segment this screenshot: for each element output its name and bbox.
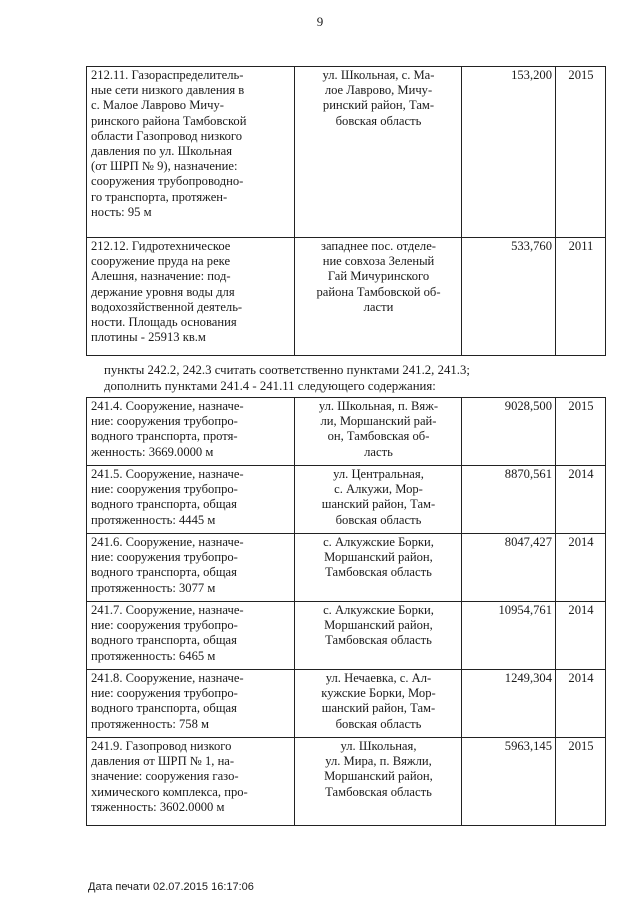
object-year: 2014 — [568, 603, 594, 617]
property-table-1 — [86, 66, 606, 356]
value-cell — [462, 238, 556, 356]
object-name-cell — [87, 466, 295, 534]
object-name-cell — [87, 67, 295, 238]
address-cell — [295, 67, 462, 238]
address-cell — [295, 602, 462, 670]
object-value: 1249,304 — [504, 671, 552, 685]
year-cell — [556, 466, 606, 534]
page-number: 9 — [316, 14, 324, 29]
object-year: 2014 — [568, 467, 594, 481]
object-name-cell — [87, 670, 295, 738]
year-cell — [556, 534, 606, 602]
table-row — [87, 67, 606, 238]
object-value: 153,200 — [511, 68, 552, 82]
property-table-2 — [86, 397, 606, 826]
year-cell — [556, 670, 606, 738]
object-year: 2014 — [568, 671, 594, 685]
object-year: 2014 — [568, 535, 594, 549]
object-value: 10954,761 — [498, 603, 552, 617]
year-cell — [556, 238, 606, 356]
object-name-cell — [87, 738, 295, 826]
object-value: 8047,427 — [504, 535, 552, 549]
table-row — [87, 466, 606, 534]
value-cell — [462, 67, 556, 238]
object-name-cell — [87, 398, 295, 466]
address-cell — [295, 398, 462, 466]
object-name-cell — [87, 534, 295, 602]
amendment-text: пункты 242.2, 242.3 считать соответственно пунктами 241.2, 241.3; дополнить пунктами 241.4 - 241.11 следующего содержания: — [104, 363, 470, 393]
object-name: 212.12. Гидротехническое сооружение пруда на реке Алешня, назначение: под- держание уровня воды для водохозяйственной деятель- ности. Площадь основания плотины - 25913 кв.м — [91, 239, 243, 345]
object-name: 212.11. Газораспределитель- ные сети низкого давления в с. Малое Лаврово Мичу- ринского района Тамбовской области Газопровод низкого давления по ул. Школьная (от ШРП № 9), назначение: сооружения трубопроводно- го транспорта, протяжен- ность: 95 м — [91, 68, 247, 219]
object-year: 2011 — [568, 239, 594, 253]
object-address: западнее пос. отделе- ние совхоза Зеленый Гай Мичуринского района Тамбовской об- ласти — [316, 239, 441, 314]
year-cell — [556, 398, 606, 466]
object-address: ул. Нечаевка, с. Ал- кужские Борки, Мор- шанский район, Там- бовская область — [321, 671, 436, 731]
value-cell — [462, 602, 556, 670]
year-cell — [556, 602, 606, 670]
object-name-cell — [87, 238, 295, 356]
print-date-footer: Дата печати 02.07.2015 16:17:06 — [88, 881, 254, 893]
value-cell — [462, 398, 556, 466]
object-address: с. Алкужские Борки, Моршанский район, Тамбовская область — [323, 603, 434, 648]
value-cell — [462, 738, 556, 826]
object-name: 241.6. Сооружение, назначе- ние: сооружения трубопро- водного транспорта, общая протяженность: 3077 м — [91, 535, 244, 595]
object-name: 241.4. Сооружение, назначе- ние: сооружения трубопро- водного транспорта, протя- женность: 3669.0000 м — [91, 399, 244, 459]
address-cell — [295, 466, 462, 534]
object-address: ул. Школьная, п. Вяж- ли, Моршанский рай- он, Тамбовская об- ласть — [318, 399, 439, 459]
value-cell — [462, 534, 556, 602]
object-year: 2015 — [568, 739, 594, 753]
year-cell — [556, 67, 606, 238]
value-cell — [462, 466, 556, 534]
object-year: 2015 — [568, 399, 594, 413]
table-row — [87, 238, 606, 356]
object-address: ул. Школьная, ул. Мира, п. Вяжли, Моршанский район, Тамбовская область — [324, 739, 433, 799]
object-address: ул. Школьная, с. Ма- лое Лаврово, Мичу- ринский район, Там- бовская область — [322, 68, 435, 128]
year-cell — [556, 738, 606, 826]
object-address: с. Алкужские Борки, Моршанский район, Тамбовская область — [323, 535, 434, 580]
table-row — [87, 738, 606, 826]
object-value: 8870,561 — [504, 467, 552, 481]
object-name: 241.5. Сооружение, назначе- ние: сооружения трубопро- водного транспорта, общая протяженность: 4445 м — [91, 467, 244, 527]
object-value: 9028,500 — [504, 399, 552, 413]
address-cell — [295, 238, 462, 356]
table-row — [87, 670, 606, 738]
value-cell — [462, 670, 556, 738]
table-row — [87, 534, 606, 602]
object-name-cell — [87, 602, 295, 670]
object-name: 241.9. Газопровод низкого давления от ШРП № 1, на- значение: сооружения газо- химического комплекса, про- тяженность: 3602.0000 м — [91, 739, 248, 814]
object-name: 241.7. Сооружение, назначе- ние: сооружения трубопро- водного транспорта, общая протяженность: 6465 м — [91, 603, 244, 663]
object-value: 5963,145 — [504, 739, 552, 753]
address-cell — [295, 738, 462, 826]
object-address: ул. Центральная, с. Алкужи, Мор- шанский район, Там- бовская область — [321, 467, 436, 527]
object-value: 533,760 — [511, 239, 552, 253]
table-row — [87, 602, 606, 670]
object-year: 2015 — [568, 68, 594, 82]
address-cell — [295, 670, 462, 738]
table-row — [87, 398, 606, 466]
object-name: 241.8. Сооружение, назначе- ние: сооружения трубопро- водного транспорта, общая протяженность: 758 м — [91, 671, 244, 731]
address-cell — [295, 534, 462, 602]
